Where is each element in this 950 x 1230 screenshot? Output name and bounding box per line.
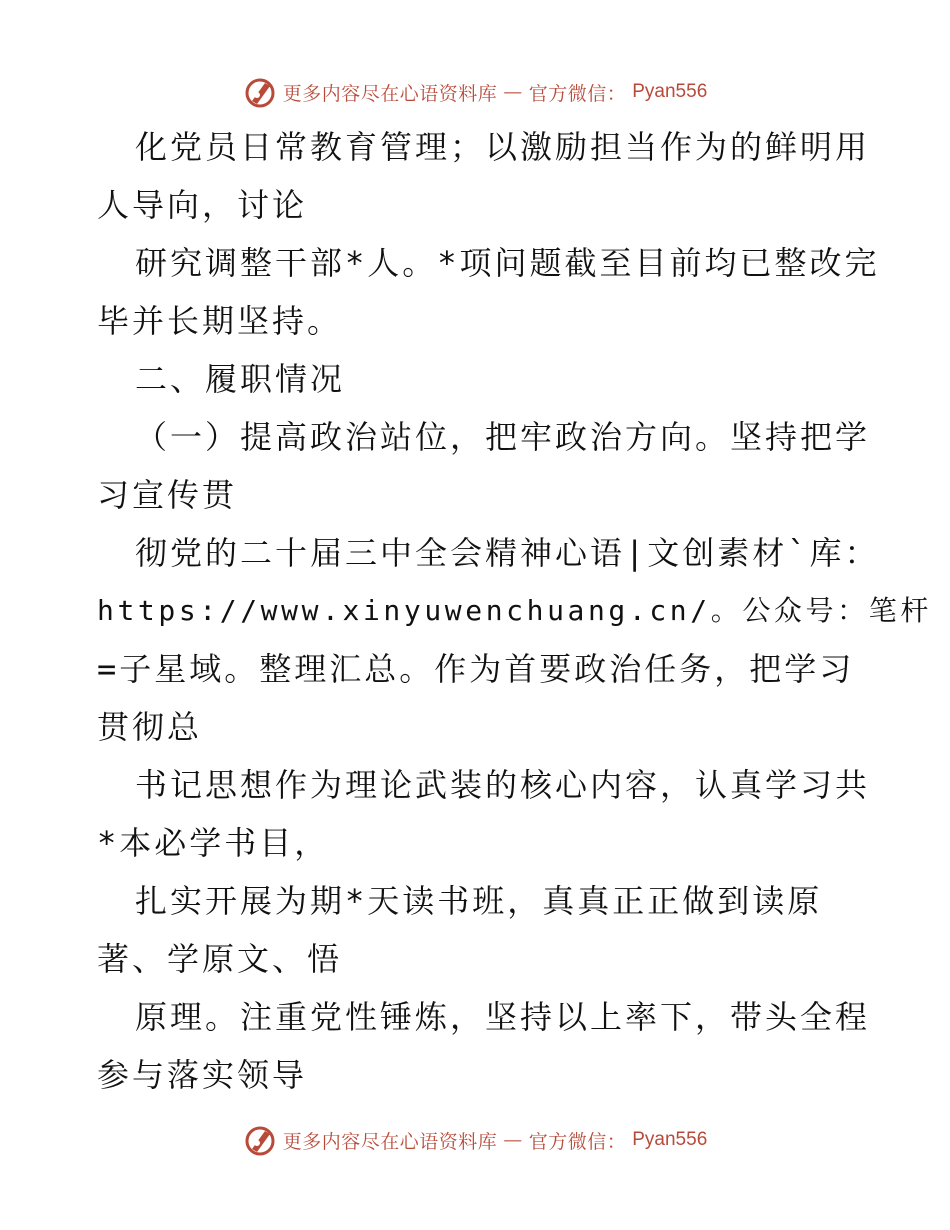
watermark-wechat-id: Pyan556: [632, 81, 708, 102]
pen-logo-icon: [243, 1123, 277, 1157]
text-line: 贯彻总: [97, 708, 203, 746]
text-line: 著、学原文、悟: [97, 940, 343, 978]
text-line: 研究调整干部*人。*项问题截至目前均已整改完: [135, 244, 880, 282]
watermark-footer: [0, 1120, 950, 1160]
watermark-separator: —: [503, 81, 523, 103]
watermark-separator: —: [503, 1129, 523, 1151]
text-line: =子星域。整理汇总。作为首要政治任务，把学习: [97, 650, 855, 688]
document-body: [97, 118, 932, 1104]
text-line: 毕并长期坚持。: [97, 302, 343, 340]
text-line: *本必学书目，: [97, 824, 330, 862]
text-line: 扎实开展为期*天读书班，真真正正做到读原: [135, 882, 823, 920]
text-line: 原理。注重党性锤炼，坚持以上率下，带头全程: [135, 998, 871, 1036]
watermark-main-text: 更多内容尽在心语资料库: [282, 1130, 498, 1153]
watermark-wechat-label: 官方微信：: [528, 1130, 627, 1153]
text-line: 习宣传贯: [97, 476, 238, 514]
text-line: 化党员日常教育管理；以激励担当作为的鲜明用: [135, 128, 871, 166]
watermark-wechat-id: Pyan556: [632, 1129, 708, 1150]
text-line: 参与落实领导: [97, 1056, 308, 1094]
text-line-url: https://www.xinyuwenchuang.cn/。公众号：笔杆: [97, 594, 932, 627]
watermark-header: [0, 72, 950, 112]
text-line: 书记思想作为理论武装的核心内容，认真学习共: [135, 766, 871, 804]
text-line: （一）提高政治站位，把牢政治方向。坚持把学: [135, 418, 871, 456]
watermark-main-text: 更多内容尽在心语资料库: [282, 82, 498, 105]
text-line: 彻党的二十届三中全会精神心语|文创素材`库：: [135, 534, 880, 572]
section-heading: 二、履职情况: [135, 360, 346, 398]
watermark-wechat-label: 官方微信：: [528, 82, 627, 105]
pen-logo-icon: [243, 75, 277, 109]
text-line: 人导向，讨论: [97, 186, 308, 224]
